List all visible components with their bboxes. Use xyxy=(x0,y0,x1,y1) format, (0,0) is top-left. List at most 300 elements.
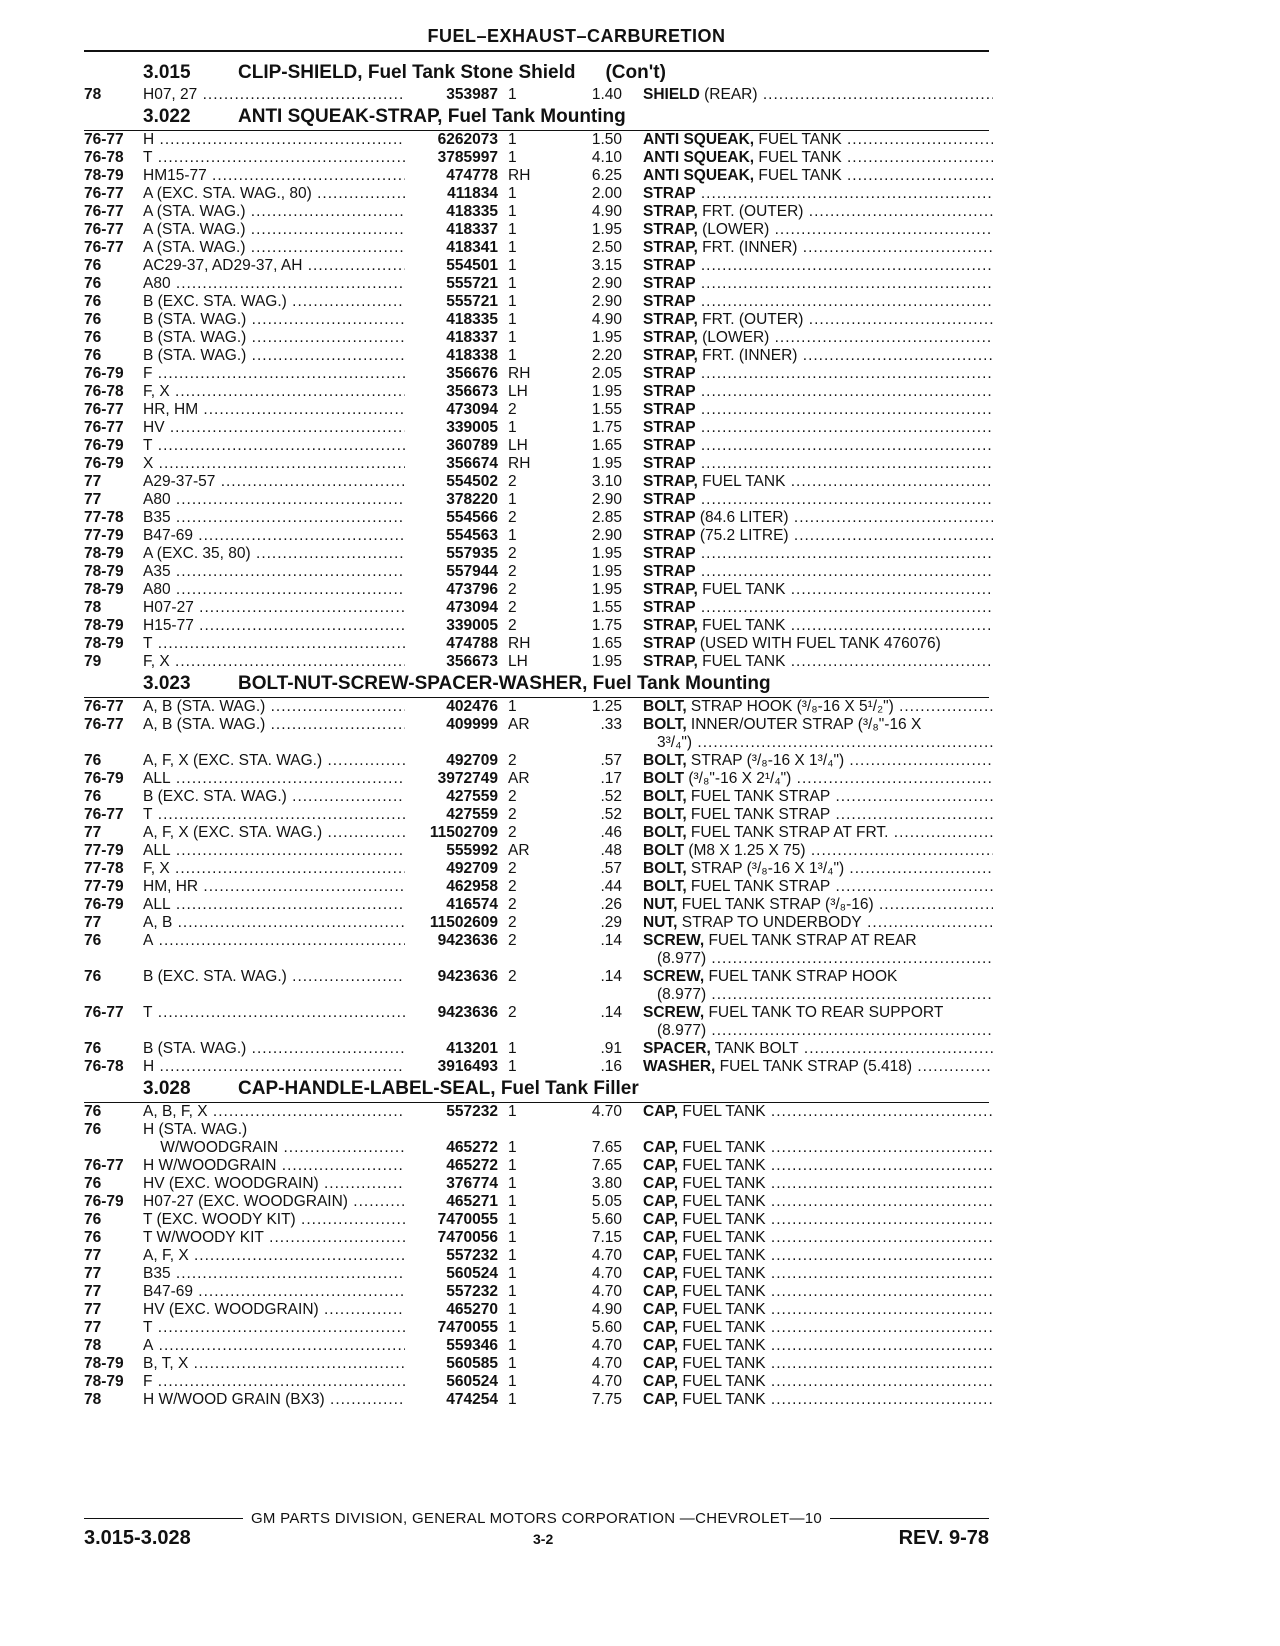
part-description xyxy=(643,86,993,104)
section-number: 3.015 xyxy=(143,62,191,83)
price: 2.90 xyxy=(591,275,622,292)
table-row xyxy=(84,365,989,383)
model-application xyxy=(143,1157,405,1175)
part-name: BOLT xyxy=(643,770,685,787)
model-year: 76-77 xyxy=(84,806,124,823)
part-name: STRAP xyxy=(643,563,696,580)
quantity: 1 xyxy=(508,698,517,715)
model-application xyxy=(143,401,405,419)
model-application xyxy=(143,635,405,653)
part-description xyxy=(643,752,993,770)
model-text: F, X ..... xyxy=(143,860,405,877)
model-application xyxy=(143,1373,405,1391)
part-name: STRAP xyxy=(643,545,696,562)
part-number: 339005 xyxy=(446,419,498,436)
part-description xyxy=(643,563,993,581)
quantity: 2 xyxy=(508,752,517,769)
model-application xyxy=(143,1265,405,1283)
part-name: STRAP, xyxy=(643,347,698,364)
part-detail: (84.6 LITER) ..... xyxy=(696,509,993,526)
part-detail: FUEL TANK STRAP AT REAR xyxy=(704,932,917,949)
price: 1.55 xyxy=(591,599,622,616)
price: 2.90 xyxy=(591,527,622,544)
model-application xyxy=(143,1121,405,1157)
quantity: 1 xyxy=(508,1265,517,1282)
part-name: NUT, xyxy=(643,914,678,931)
section-range: 3.015-3.028 xyxy=(84,1527,191,1549)
part-number: 554566 xyxy=(446,509,498,526)
part-description xyxy=(643,1301,993,1319)
model-text: H07-27 (EXC. WOODGRAIN) ..... xyxy=(143,1193,405,1210)
part-description xyxy=(643,1247,993,1265)
price: 4.70 xyxy=(591,1337,622,1354)
model-year: 76-79 xyxy=(84,896,124,913)
part-name: STRAP xyxy=(643,437,696,454)
model-text: F ..... xyxy=(143,1373,405,1390)
part-name: CAP, xyxy=(643,1319,679,1336)
part-description xyxy=(643,365,993,383)
part-description xyxy=(643,203,993,221)
quantity: 1 xyxy=(508,293,517,310)
quantity: 1 xyxy=(508,1211,517,1228)
model-text: A (STA. WAG.) ..... xyxy=(143,221,405,238)
section-number: 3.023 xyxy=(143,673,191,694)
price: 5.60 xyxy=(591,1211,622,1228)
model-text: T ..... xyxy=(143,635,405,652)
model-text: HM, HR ..... xyxy=(143,878,405,895)
model-application xyxy=(143,1175,405,1193)
model-application xyxy=(143,824,405,842)
model-year: 76 xyxy=(84,311,102,328)
part-detail: (LOWER) ..... xyxy=(698,329,993,346)
table-row xyxy=(84,221,989,239)
part-description xyxy=(643,545,993,563)
part-number: 9423636 xyxy=(437,968,498,985)
part-name: STRAP, xyxy=(643,473,698,490)
section-title: BOLT-NUT-SCREW-SPACER-WASHER, Fuel Tank Mounting xyxy=(238,673,771,694)
part-number: 465271 xyxy=(446,1193,498,1210)
model-text: H (STA. WAG.) xyxy=(143,1121,248,1138)
table-row xyxy=(84,419,989,437)
table-row xyxy=(84,509,989,527)
price: 5.05 xyxy=(591,1193,622,1210)
part-name: STRAP, xyxy=(643,239,698,256)
model-text: A, B, F, X ..... xyxy=(143,1103,405,1120)
table-row xyxy=(84,842,989,860)
table-row xyxy=(84,1337,989,1355)
model-year: 76-78 xyxy=(84,1058,124,1075)
model-year: 76 xyxy=(84,257,102,274)
model-year: 78 xyxy=(84,1337,102,1354)
table-row xyxy=(84,1229,989,1247)
part-name: STRAP xyxy=(643,383,696,400)
model-year: 78-79 xyxy=(84,617,124,634)
price: 4.70 xyxy=(591,1247,622,1264)
part-number: 378220 xyxy=(446,491,498,508)
page-number: 3-2 xyxy=(533,1531,554,1547)
section-number: 3.028 xyxy=(143,1078,191,1099)
part-description xyxy=(643,1265,993,1283)
quantity: LH xyxy=(508,437,528,454)
part-detail xyxy=(696,401,993,418)
part-name: STRAP xyxy=(643,401,696,418)
part-name: BOLT, xyxy=(643,752,687,769)
model-text: H ..... xyxy=(143,1058,405,1075)
part-number: 554502 xyxy=(446,473,498,490)
part-number: 557935 xyxy=(446,545,498,562)
model-year: 76 xyxy=(84,1040,102,1057)
part-name: BOLT xyxy=(643,842,685,859)
part-description xyxy=(643,149,993,167)
model-year: 76-78 xyxy=(84,383,124,400)
model-application xyxy=(143,275,405,293)
table-row xyxy=(84,185,989,203)
model-year: 77 xyxy=(84,914,102,931)
part-name: SHIELD xyxy=(643,86,700,103)
model-year: 76-77 xyxy=(84,131,124,148)
part-description xyxy=(643,635,993,653)
part-description xyxy=(643,1040,993,1058)
part-number: 560585 xyxy=(446,1355,498,1372)
model-year: 76 xyxy=(84,347,102,364)
part-detail: STRAP TO UNDERBODY ..... xyxy=(677,914,993,931)
header-rule xyxy=(84,50,989,52)
part-name: STRAP xyxy=(643,257,696,274)
model-text: A ..... xyxy=(143,932,405,949)
model-text: HV ..... xyxy=(143,419,405,436)
model-year: 76 xyxy=(84,932,102,949)
part-name: CAP, xyxy=(643,1193,679,1210)
part-name: CAP, xyxy=(643,1355,679,1372)
model-text: T ..... xyxy=(143,149,405,166)
part-number: 11502609 xyxy=(429,914,498,931)
part-detail xyxy=(696,419,993,436)
part-number: 376774 xyxy=(446,1175,498,1192)
part-name: SCREW, xyxy=(643,932,705,949)
quantity: 1 xyxy=(508,1103,517,1120)
model-application xyxy=(143,203,405,221)
part-description xyxy=(643,1157,993,1175)
part-description xyxy=(643,1337,993,1355)
price: 2.90 xyxy=(591,491,622,508)
price: 4.70 xyxy=(591,1355,622,1372)
part-detail xyxy=(696,491,993,508)
part-description xyxy=(643,275,993,293)
part-description xyxy=(643,167,993,185)
part-detail: FUEL TANK ..... xyxy=(754,149,993,166)
model-text: ALL ..... xyxy=(143,770,405,787)
part-detail: FUEL TANK ..... xyxy=(678,1157,993,1174)
table-row xyxy=(84,770,989,788)
part-number: 557232 xyxy=(446,1247,498,1264)
part-number: 418335 xyxy=(446,311,498,328)
model-year: 79 xyxy=(84,653,102,670)
part-detail: FUEL TANK ..... xyxy=(678,1247,993,1264)
quantity: LH xyxy=(508,383,528,400)
model-text: H W/WOODGRAIN ..... xyxy=(143,1157,405,1174)
price: .91 xyxy=(600,1040,622,1057)
part-number: 465272 xyxy=(446,1139,498,1156)
part-description xyxy=(643,419,993,437)
part-name: CAP, xyxy=(643,1337,679,1354)
part-detail xyxy=(696,599,993,616)
model-text: A ..... xyxy=(143,1337,405,1354)
part-detail: FUEL TANK ..... xyxy=(754,167,993,184)
part-number: 356674 xyxy=(446,455,498,472)
part-detail: FUEL TANK ..... xyxy=(698,617,993,634)
price: 1.40 xyxy=(591,86,622,103)
model-year: 78-79 xyxy=(84,1355,124,1372)
quantity: 1 xyxy=(508,1355,517,1372)
part-number: 7470055 xyxy=(437,1211,498,1228)
table-row xyxy=(84,1058,989,1076)
quantity: 2 xyxy=(508,788,517,805)
part-description xyxy=(643,806,993,824)
model-application xyxy=(143,1211,405,1229)
model-year: 77-79 xyxy=(84,842,124,859)
part-number: 411834 xyxy=(447,185,498,202)
part-name: BOLT, xyxy=(643,806,687,823)
table-row xyxy=(84,878,989,896)
model-year: 76 xyxy=(84,788,102,805)
part-description xyxy=(643,1004,993,1040)
part-detail xyxy=(696,437,993,454)
part-name: BOLT, xyxy=(643,824,687,841)
model-application xyxy=(143,473,405,491)
quantity: 1 xyxy=(508,491,517,508)
model-text: H15-77 ..... xyxy=(143,617,405,634)
quantity: 1 xyxy=(508,86,517,103)
table-row xyxy=(84,491,989,509)
part-detail: FUEL TANK ..... xyxy=(678,1139,993,1156)
page-footer xyxy=(84,1510,989,1551)
table-row xyxy=(84,167,989,185)
model-year: 78-79 xyxy=(84,635,124,652)
model-text: B, T, X ..... xyxy=(143,1355,405,1372)
model-year: 77 xyxy=(84,1265,102,1282)
price: 2.50 xyxy=(591,239,622,256)
part-description xyxy=(643,1229,993,1247)
section-continued: (Con't) xyxy=(605,62,666,83)
model-text: B (STA. WAG.) ..... xyxy=(143,311,405,328)
footer-publisher-line xyxy=(84,1510,989,1527)
table-row xyxy=(84,275,989,293)
part-detail xyxy=(696,563,993,580)
part-description xyxy=(643,896,993,914)
model-year: 77-78 xyxy=(84,860,124,877)
part-number: 559346 xyxy=(446,1337,498,1354)
price: 1.65 xyxy=(591,635,622,652)
model-application xyxy=(143,1337,405,1355)
price: 6.25 xyxy=(591,167,622,184)
model-application xyxy=(143,437,405,455)
part-number: 360789 xyxy=(446,437,498,454)
part-description xyxy=(643,1283,993,1301)
model-application xyxy=(143,788,405,806)
table-row xyxy=(84,1391,989,1409)
model-text: A35 ..... xyxy=(143,563,405,580)
model-text: T W/WOODY KIT ..... xyxy=(143,1229,405,1246)
table-row xyxy=(84,455,989,473)
part-name: STRAP xyxy=(643,365,696,382)
part-description xyxy=(643,1211,993,1229)
part-description xyxy=(643,1139,993,1157)
part-detail: FUEL TANK ..... xyxy=(678,1283,993,1300)
part-description xyxy=(643,716,993,752)
part-number: 353987 xyxy=(446,86,498,103)
model-year: 76 xyxy=(84,968,102,985)
price: 4.70 xyxy=(591,1283,622,1300)
quantity: 1 xyxy=(508,131,517,148)
price: .14 xyxy=(600,968,622,985)
price: 2.90 xyxy=(591,293,622,310)
quantity: 1 xyxy=(508,527,517,544)
section-heading xyxy=(84,1076,989,1102)
quantity: 2 xyxy=(508,914,517,931)
price: .57 xyxy=(600,752,622,769)
part-detail: FUEL TANK ..... xyxy=(678,1301,993,1318)
quantity: 2 xyxy=(508,860,517,877)
quantity: 2 xyxy=(508,932,517,949)
part-detail: FUEL TANK ..... xyxy=(698,581,993,598)
part-detail: FRT. (OUTER) ..... xyxy=(698,203,993,220)
table-row xyxy=(84,1004,989,1040)
quantity: 1 xyxy=(508,257,517,274)
model-text-cont: W/WOODGRAIN ..... xyxy=(143,1139,405,1156)
part-description xyxy=(643,788,993,806)
model-year: 77 xyxy=(84,473,102,490)
part-description xyxy=(643,221,993,239)
part-number: 3916493 xyxy=(437,1058,498,1075)
model-text: X ..... xyxy=(143,455,405,472)
price: .26 xyxy=(600,896,622,913)
price: .52 xyxy=(600,806,622,823)
table-row xyxy=(84,527,989,545)
price: 1.55 xyxy=(591,401,622,418)
model-year: 76-79 xyxy=(84,365,124,382)
table-row xyxy=(84,581,989,599)
part-description xyxy=(643,1175,993,1193)
part-name: CAP, xyxy=(643,1103,679,1120)
model-application xyxy=(143,491,405,509)
part-detail: STRAP (³/₈-16 X 1³/₄") ..... xyxy=(687,752,993,769)
quantity: 1 xyxy=(508,239,517,256)
part-number: 557232 xyxy=(446,1103,498,1120)
model-application xyxy=(143,293,405,311)
part-detail: FUEL TANK ..... xyxy=(678,1337,993,1354)
part-detail-cont: (8.977) ..... xyxy=(643,1022,993,1039)
part-description xyxy=(643,653,993,671)
model-application xyxy=(143,563,405,581)
table-row xyxy=(84,239,989,257)
model-text: A (STA. WAG.) ..... xyxy=(143,239,405,256)
model-application xyxy=(143,1355,405,1373)
part-detail: FUEL TANK TO REAR SUPPORT xyxy=(704,1004,944,1021)
table-row xyxy=(84,311,989,329)
part-name: STRAP xyxy=(643,185,696,202)
part-number: 555721 xyxy=(446,275,498,292)
table-row xyxy=(84,86,989,104)
model-year: 77 xyxy=(84,491,102,508)
quantity: 2 xyxy=(508,545,517,562)
part-detail xyxy=(696,455,993,472)
model-text: F, X ..... xyxy=(143,653,405,670)
part-description xyxy=(643,1391,993,1409)
price: 1.95 xyxy=(591,221,622,238)
price: 4.10 xyxy=(591,149,622,166)
model-application xyxy=(143,914,405,932)
model-year: 76 xyxy=(84,1103,102,1120)
table-row xyxy=(84,545,989,563)
part-number: 474778 xyxy=(446,167,498,184)
model-application xyxy=(143,419,405,437)
model-text: T ..... xyxy=(143,806,405,823)
section-heading xyxy=(84,60,989,86)
model-year: 76-79 xyxy=(84,770,124,787)
table-row xyxy=(84,149,989,167)
quantity: 1 xyxy=(508,221,517,238)
part-description xyxy=(643,770,993,788)
model-application xyxy=(143,86,405,104)
table-row xyxy=(84,1283,989,1301)
model-text: A80 ..... xyxy=(143,491,405,508)
model-year: 77 xyxy=(84,824,102,841)
part-detail xyxy=(696,293,993,310)
model-application xyxy=(143,185,405,203)
price: 2.00 xyxy=(591,185,622,202)
model-text: H W/WOOD GRAIN (BX3) ..... xyxy=(143,1391,405,1408)
part-name: SCREW, xyxy=(643,968,705,985)
part-number: 356676 xyxy=(446,365,498,382)
table-row xyxy=(84,383,989,401)
part-name: STRAP xyxy=(643,275,696,292)
model-application xyxy=(143,1004,405,1022)
part-detail: INNER/OUTER STRAP (³/₈"-16 X xyxy=(686,716,922,733)
part-name: SCREW, xyxy=(643,1004,705,1021)
model-text: HV (EXC. WOODGRAIN) ..... xyxy=(143,1175,405,1192)
part-name: CAP, xyxy=(643,1229,679,1246)
table-row xyxy=(84,257,989,275)
table-row xyxy=(84,635,989,653)
quantity: RH xyxy=(508,365,531,382)
table-row xyxy=(84,617,989,635)
model-text: H ..... xyxy=(143,131,405,148)
part-detail: FUEL TANK ..... xyxy=(698,653,993,670)
model-application xyxy=(143,167,405,185)
part-name: CAP, xyxy=(643,1211,679,1228)
quantity: 2 xyxy=(508,563,517,580)
model-application xyxy=(143,860,405,878)
price: .17 xyxy=(600,770,622,787)
table-row xyxy=(84,1211,989,1229)
part-detail-cont: 3³/₄") ..... xyxy=(643,734,993,751)
model-text: B35 ..... xyxy=(143,1265,405,1282)
quantity: 1 xyxy=(508,329,517,346)
part-name: BOLT, xyxy=(643,788,687,805)
table-row xyxy=(84,401,989,419)
part-name: STRAP xyxy=(643,635,696,652)
part-number: 554501 xyxy=(446,257,498,274)
model-application xyxy=(143,509,405,527)
section-title: CLIP-SHIELD, Fuel Tank Stone Shield xyxy=(238,62,576,83)
part-detail: (75.2 LITRE) ..... xyxy=(696,527,993,544)
table-row xyxy=(84,1355,989,1373)
model-year: 78-79 xyxy=(84,167,124,184)
price: 3.80 xyxy=(591,1175,622,1192)
model-application xyxy=(143,716,405,734)
model-year: 76 xyxy=(84,329,102,346)
footer-rule-left xyxy=(84,1518,243,1519)
